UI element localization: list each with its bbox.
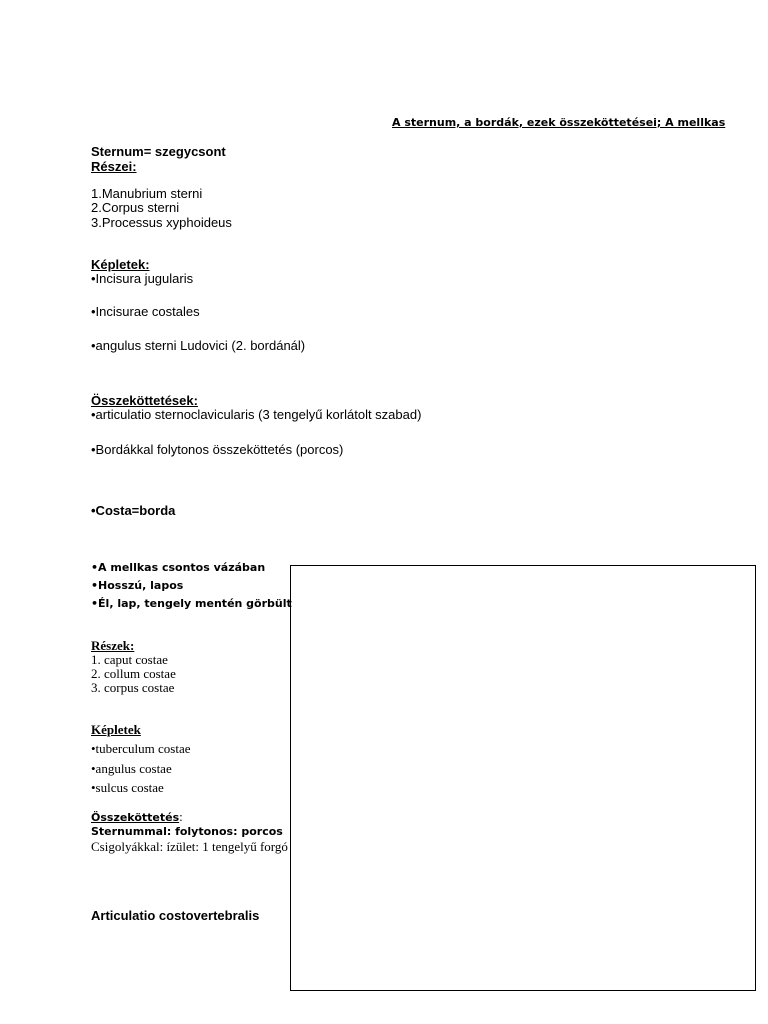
- costa-feature: •angulus costae: [91, 761, 172, 776]
- sternum-part: 3.Processus xyphoideus: [91, 215, 232, 230]
- image-frame: [290, 565, 756, 991]
- sternum-part: 2.Corpus sterni: [91, 200, 180, 215]
- sternum-feature: •angulus sterni Ludovici (2. bordánál): [91, 338, 306, 353]
- costa-part: 2. collum costae: [91, 666, 176, 681]
- costa-connection: Sternummal: folytonos: porcos: [91, 825, 283, 838]
- sternum-feature: •Incisura jugularis: [91, 271, 194, 286]
- sternum-connection: •Bordákkal folytonos összeköttetés (porcos): [91, 442, 344, 457]
- costa-heading: •Costa=borda: [91, 503, 176, 518]
- costa-parts-heading: Részek:: [91, 638, 135, 653]
- costa-bullet: •Él, lap, tengely mentén görbült: [91, 597, 292, 610]
- page-title: A sternum, a bordák, ezek összeköttetései; A mellkas: [392, 116, 726, 129]
- costa-connections-heading: Összeköttetés: [91, 811, 180, 824]
- sternum-connections-heading: Összeköttetések:: [91, 393, 198, 408]
- sternum-features-heading: Képletek:: [91, 257, 150, 272]
- costa-part: 1. caput costae: [91, 652, 168, 667]
- costa-bullet: •Hosszú, lapos: [91, 579, 184, 592]
- sternum-parts-heading: Részei:: [91, 159, 137, 174]
- costa-bullet: •A mellkas csontos vázában: [91, 561, 266, 574]
- sternum-part: 1.Manubrium sterni: [91, 186, 203, 201]
- footer-heading: Articulatio costovertebralis: [91, 908, 260, 923]
- costa-feature: •tuberculum costae: [91, 741, 191, 756]
- costa-feature: •sulcus costae: [91, 780, 164, 795]
- sternum-connection: •articulatio sternoclavicularis (3 tengelyű korlátolt szabad): [91, 407, 422, 422]
- sternum-heading: Sternum= szegycsont: [91, 144, 226, 159]
- costa-connection: Csigolyákkal: ízület: 1 tengelyű forgó: [91, 839, 288, 854]
- costa-connections-colon: :: [179, 809, 183, 824]
- costa-features-heading: Képletek: [91, 722, 141, 737]
- sternum-feature: •Incisurae costales: [91, 304, 200, 319]
- costa-part: 3. corpus costae: [91, 680, 175, 695]
